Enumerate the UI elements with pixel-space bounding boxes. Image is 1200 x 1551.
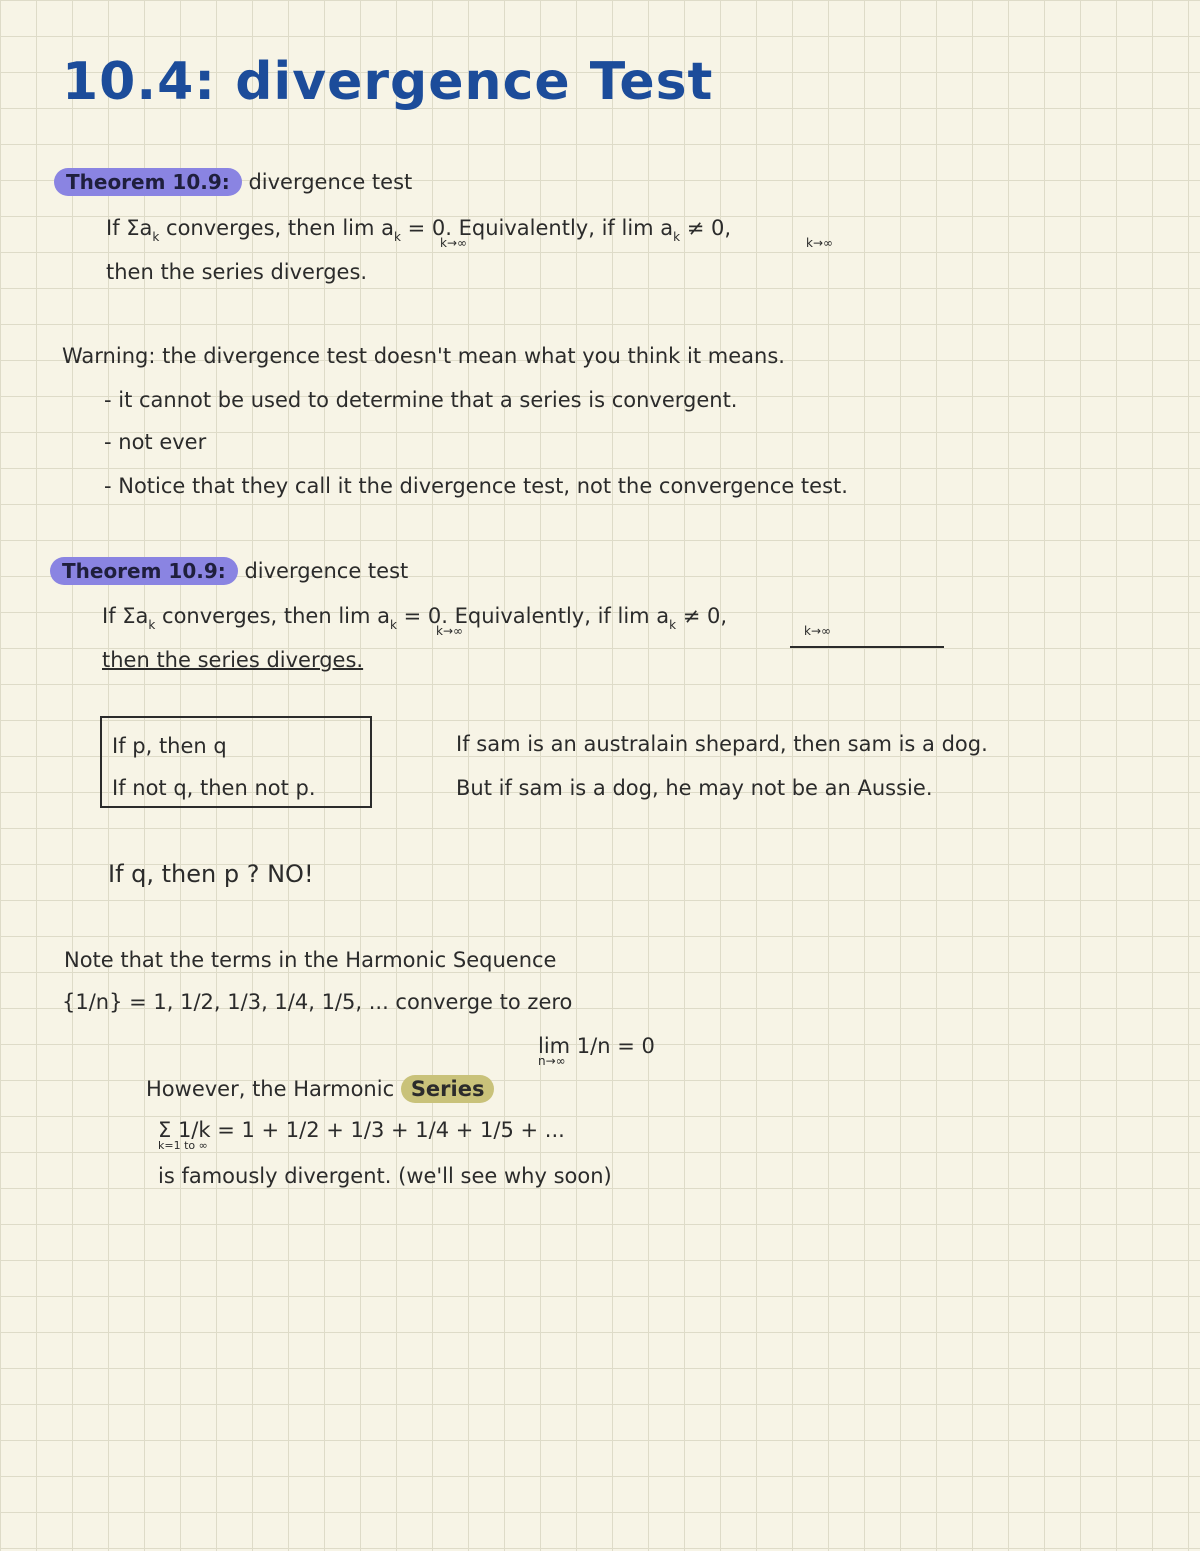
warning-text: Warning: the divergence test doesn't mean what you think it means. bbox=[62, 344, 785, 368]
warning-item: - not ever bbox=[104, 430, 207, 454]
limit-subscript: k→∞ bbox=[440, 236, 467, 250]
subscript: k bbox=[669, 618, 677, 632]
theorem-heading bbox=[54, 168, 412, 196]
limit-subscript: k→∞ bbox=[436, 624, 463, 638]
theorem-statement bbox=[102, 602, 727, 639]
sum-bounds: k=1 to ∞ bbox=[158, 1139, 208, 1152]
warning-item: - Notice that they call it the divergence test, not the convergence test. bbox=[104, 474, 848, 498]
theorem-heading bbox=[50, 557, 408, 585]
however-line bbox=[146, 1075, 494, 1103]
contrapositive-box bbox=[100, 716, 372, 808]
however-text: However, the Harmonic bbox=[146, 1077, 395, 1101]
limit-subscript: k→∞ bbox=[806, 236, 833, 250]
statement-text: ≠ 0, bbox=[676, 604, 728, 628]
theorem-conclusion: then the series diverges. bbox=[106, 260, 368, 284]
theorem-statement bbox=[106, 214, 731, 251]
sum-text: If Σa bbox=[106, 216, 153, 240]
statement-text: = 0. Equivalently, if lim a bbox=[396, 604, 670, 628]
series-highlight: Series bbox=[401, 1075, 495, 1103]
converse-note: If q, then p ? NO! bbox=[108, 860, 314, 888]
harmonic-sum: Σ 1/k = 1 + 1/2 + 1/3 + 1/4 + 1/5 + ... bbox=[158, 1118, 565, 1142]
harmonic-limit: lim 1/n = 0 bbox=[538, 1034, 655, 1058]
theorem-label: Theorem 10.9: bbox=[54, 168, 242, 196]
limit-subscript: n→∞ bbox=[538, 1054, 566, 1068]
warning-item: - it cannot be used to determine that a series is convergent. bbox=[104, 388, 738, 412]
box-line: If not q, then not p. bbox=[112, 776, 316, 800]
limit-subscript: k→∞ bbox=[804, 624, 831, 638]
example-line: If sam is an australain shepard, then sam is a dog. bbox=[456, 732, 988, 756]
sum-text: If Σa bbox=[102, 604, 149, 628]
harmonic-note: Note that the terms in the Harmonic Sequence bbox=[64, 948, 557, 972]
divergent-note: is famously divergent. (we'll see why soon) bbox=[158, 1164, 612, 1188]
statement-text: = 0. Equivalently, if lim a bbox=[400, 216, 674, 240]
theorem-conclusion: then the series diverges. bbox=[102, 648, 364, 672]
example-line: But if sam is a dog, he may not be an Aussie. bbox=[456, 776, 933, 800]
subscript: k bbox=[148, 618, 156, 632]
theorem-name: divergence test bbox=[244, 559, 409, 583]
page-title: 10.4: divergence Test bbox=[62, 52, 714, 112]
theorem-label: Theorem 10.9: bbox=[50, 557, 238, 585]
box-line: If p, then q bbox=[112, 734, 227, 758]
statement-text: ≠ 0, bbox=[680, 216, 732, 240]
subscript: k bbox=[390, 618, 397, 632]
statement-text: converges, then lim a bbox=[155, 604, 391, 628]
theorem-name: divergence test bbox=[248, 170, 413, 194]
statement-text: converges, then lim a bbox=[159, 216, 395, 240]
harmonic-sequence: {1/n} = 1, 1/2, 1/3, 1/4, 1/5, ... converge to zero bbox=[62, 990, 573, 1014]
subscript: k bbox=[673, 230, 681, 244]
subscript: k bbox=[394, 230, 401, 244]
underline-mark bbox=[790, 646, 944, 648]
subscript: k bbox=[152, 230, 160, 244]
